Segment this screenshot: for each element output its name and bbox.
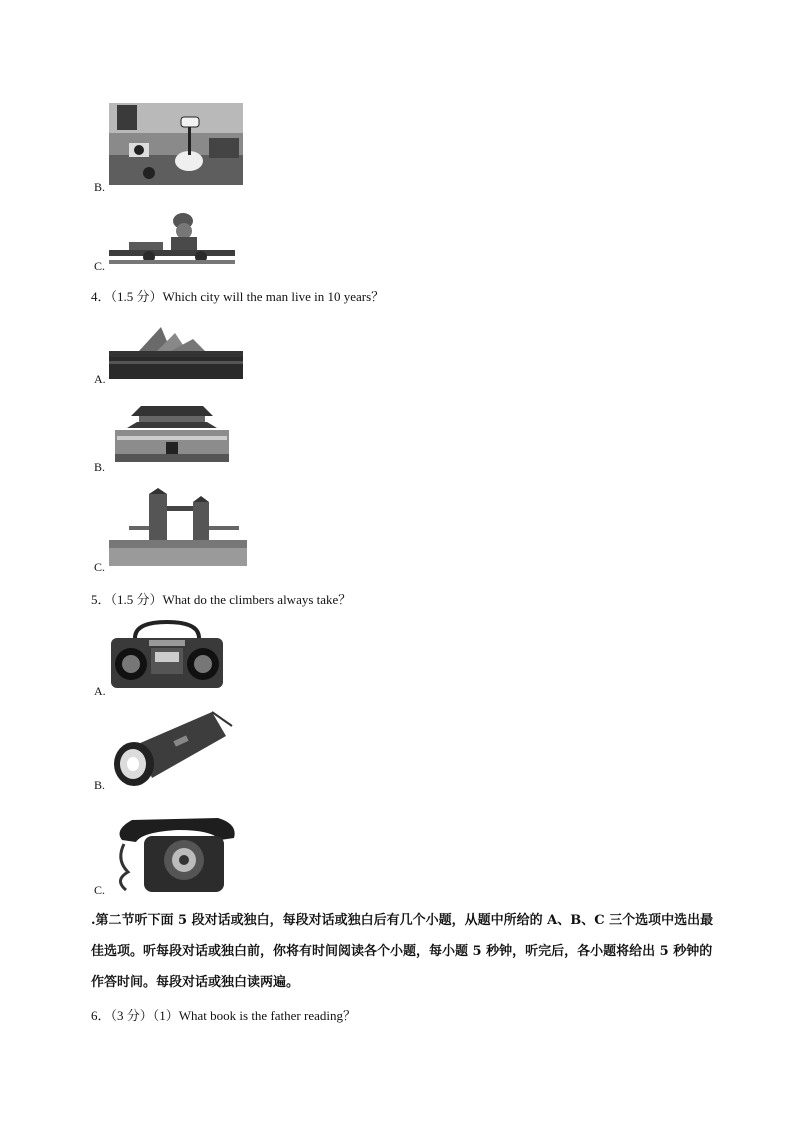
q5-option-b-label: B. (94, 778, 106, 792)
traffic-light-street-photo (109, 103, 243, 185)
child-on-bicycle-photo (109, 212, 235, 266)
question-5-text: 5．（1.5 分）What do the climbers always take？ (91, 592, 352, 607)
flashlight-photo (108, 708, 236, 790)
section-2-instructions: .第二节听下面 5 段对话或独白，每段对话或独白后有几个小题，从题中所给的 A、B、C 三个选项中选出最佳选项。听每段对话或独白前，你将有时间阅读各个小题，每小题 5 秒钟，听完后，各小题将给出 5 秒钟的作答时间。每段对话或独白读两遍。 (91, 913, 714, 990)
question-4-text: 4．（1.5 分）Which city will the man live in 10 years？ (91, 289, 385, 304)
q3-option-c-label: C. (94, 259, 106, 273)
q4-option-a-label: A. (94, 372, 106, 386)
tiananmen-gate-photo (109, 402, 235, 464)
q4-option-b-label: B. (94, 460, 106, 474)
radio-cassette-player-photo (109, 618, 225, 690)
rotary-telephone-photo (108, 810, 244, 894)
q5-option-a-label: A. (94, 684, 106, 698)
q3-option-b-label: B. (94, 180, 106, 194)
sydney-opera-house-photo (109, 321, 243, 381)
q4-option-c-label: C. (94, 560, 106, 574)
tower-bridge-photo (109, 488, 247, 568)
q5-option-c-label: C. (94, 883, 106, 897)
question-6-text: 6．（3 分）（1）What book is the father reading？ (91, 1008, 356, 1023)
